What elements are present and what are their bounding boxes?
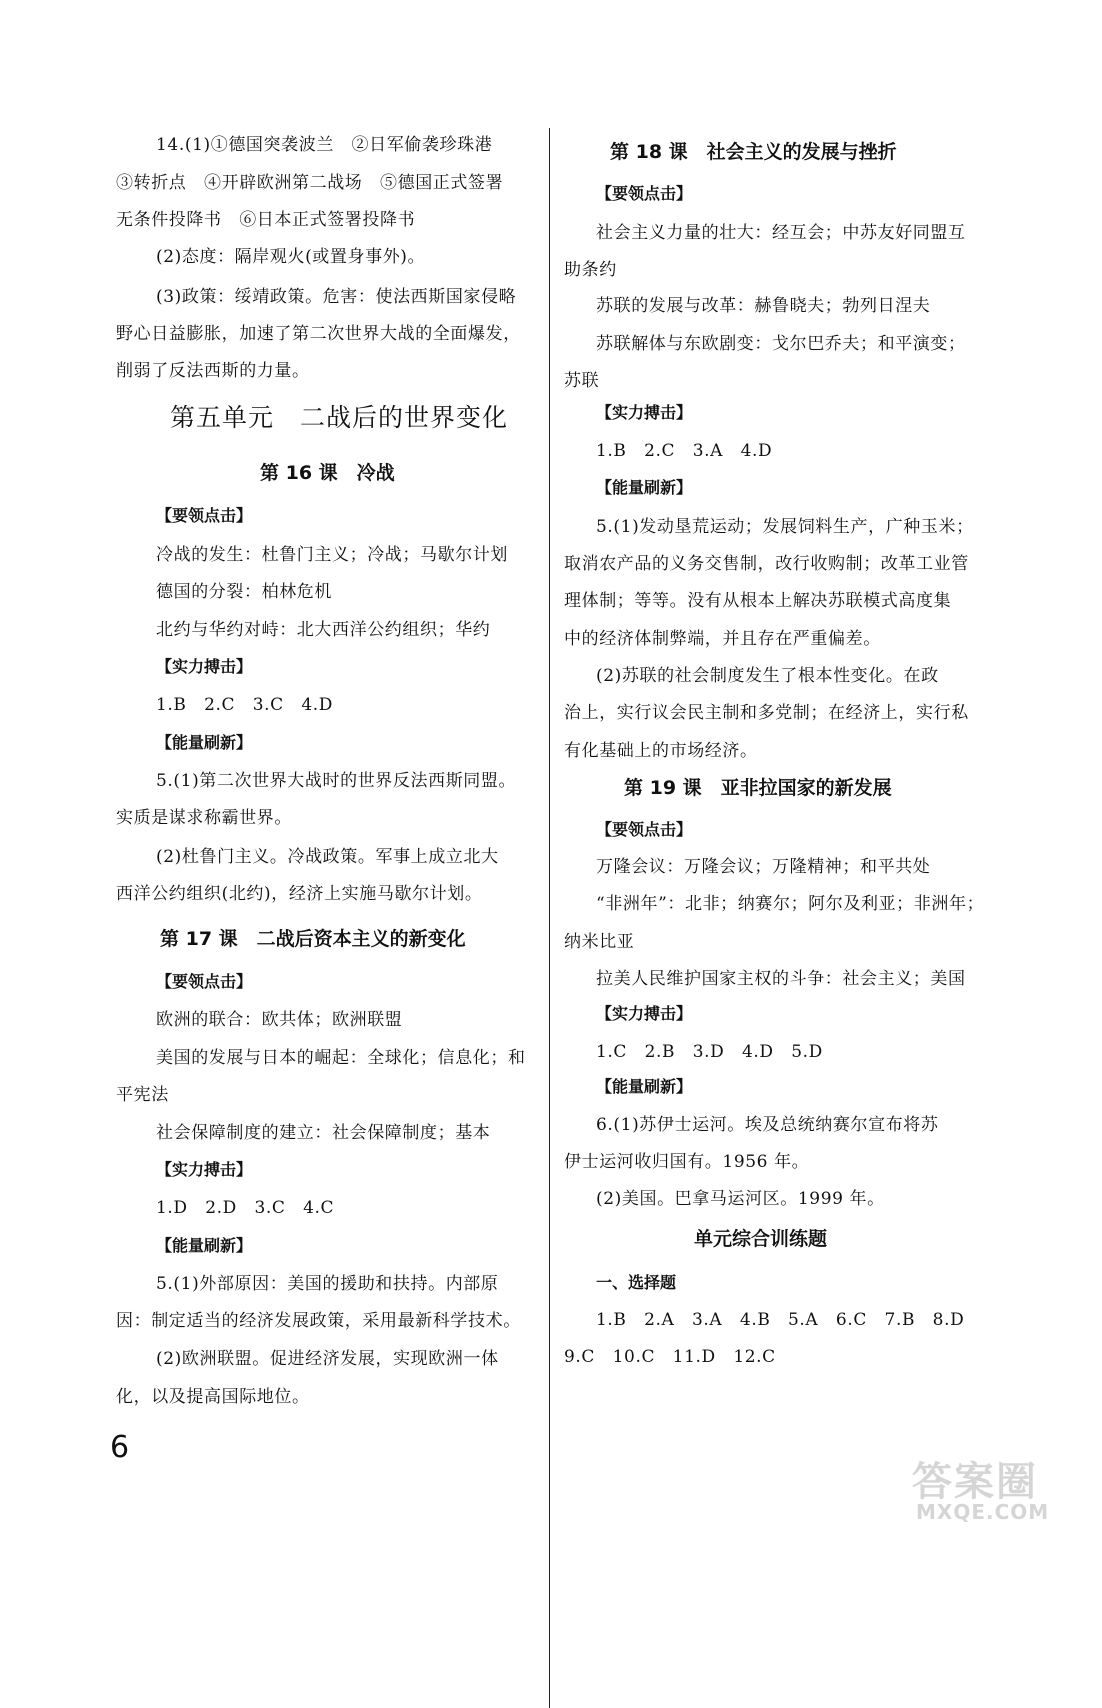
ability-line: (2)杜鲁门主义。冷战政策。军事上成立北大 bbox=[156, 847, 499, 867]
q14-line: 野心日益膨胀，加速了第二次世界大战的全面爆发， bbox=[116, 324, 521, 344]
key-points-tag: 【要领点击】 bbox=[156, 506, 253, 525]
ability-line: 化，以及提高国际地位。 bbox=[116, 1387, 310, 1407]
ability-line: (2)美国。巴拿马运河区。1999 年。 bbox=[596, 1189, 885, 1209]
lesson-18-title: 第 18 课 社会主义的发展与挫折 bbox=[610, 141, 897, 163]
q14-line: 14.(1)①德国突袭波兰 ②日军偷袭珍珠港 bbox=[156, 135, 493, 155]
q14-line: (2)态度：隔岸观火(或置身事外)。 bbox=[156, 247, 426, 267]
practice-tag: 【实力搏击】 bbox=[596, 403, 693, 422]
choice-answers: 1.B 2.A 3.A 4.B 5.A 6.C 7.B 8.D bbox=[596, 1310, 965, 1330]
column-divider bbox=[549, 128, 550, 708]
key-point: 平宪法 bbox=[116, 1085, 169, 1105]
column-divider-lower bbox=[549, 708, 550, 1708]
page-number: 6 bbox=[110, 1430, 130, 1465]
ability-line: 中的经济体制弊端，并且存在严重偏差。 bbox=[564, 629, 881, 649]
ability-tag: 【能量刷新】 bbox=[156, 1236, 253, 1255]
key-point: 拉美人民维护国家主权的斗争：社会主义；美国 bbox=[596, 969, 966, 989]
q14-line: ③转折点 ④开辟欧洲第二战场 ⑤德国正式签署 bbox=[116, 173, 504, 193]
key-point: 苏联 bbox=[564, 371, 600, 391]
ability-line: 5.(1)第二次世界大战时的世界反法西斯同盟。 bbox=[156, 771, 517, 791]
ability-line: 治上，实行议会民主制和多党制；在经济上，实行私 bbox=[564, 703, 969, 723]
ability-line: 因：制定适当的经济发展政策，采用最新科学技术。 bbox=[116, 1311, 521, 1331]
watermark-logo-text: 答案圈 bbox=[912, 1459, 1038, 1505]
practice-tag: 【实力搏击】 bbox=[596, 1004, 693, 1023]
key-point: 社会保障制度的建立：社会保障制度；基本 bbox=[156, 1123, 491, 1143]
ability-line: 5.(1)发动垦荒运动；发展饲料生产，广种玉米； bbox=[596, 517, 974, 537]
lesson-19-title: 第 19 课 亚非拉国家的新发展 bbox=[624, 777, 892, 799]
unit-title: 第五单元 二战后的世界变化 bbox=[170, 403, 509, 432]
ability-line: 有化基础上的市场经济。 bbox=[564, 741, 758, 761]
ability-tag: 【能量刷新】 bbox=[156, 733, 253, 752]
practice-answers: 1.D 2.D 3.C 4.C bbox=[156, 1198, 335, 1218]
ability-tag: 【能量刷新】 bbox=[596, 1077, 693, 1096]
unit-review-title: 单元综合训练题 bbox=[694, 1228, 828, 1250]
ability-line: 理体制；等等。没有从根本上解决苏联模式高度集 bbox=[564, 591, 952, 611]
key-point: 纳米比亚 bbox=[564, 932, 635, 952]
practice-answers: 1.B 2.C 3.A 4.D bbox=[596, 441, 773, 461]
choice-answers: 9.C 10.C 11.D 12.C bbox=[564, 1347, 776, 1367]
key-point: 德国的分裂：柏林危机 bbox=[156, 582, 332, 602]
lesson-17-title: 第 17 课 二战后资本主义的新变化 bbox=[160, 928, 466, 950]
ability-line: (2)欧洲联盟。促进经济发展，实现欧洲一体 bbox=[156, 1349, 499, 1369]
ability-line: 实质是谋求称霸世界。 bbox=[116, 808, 292, 828]
key-point: 苏联的发展与改革：赫鲁晓夫；勃列日涅夫 bbox=[596, 296, 931, 316]
q14-line: (3)政策：绥靖政策。危害：使法西斯国家侵略 bbox=[156, 287, 517, 307]
key-point: 美国的发展与日本的崛起：全球化；信息化；和 bbox=[156, 1048, 526, 1068]
key-point: 北约与华约对峙：北大西洋公约组织；华约 bbox=[156, 620, 491, 640]
key-point: 苏联解体与东欧剧变：戈尔巴乔夫；和平演变； bbox=[596, 334, 966, 354]
practice-answers: 1.B 2.C 3.C 4.D bbox=[156, 695, 334, 715]
key-point: 社会主义力量的壮大：经互会；中苏友好同盟互 bbox=[596, 223, 966, 243]
key-points-tag: 【要领点击】 bbox=[596, 820, 693, 839]
q14-line: 无条件投降书 ⑥日本正式签署投降书 bbox=[116, 210, 416, 230]
ability-line: 西洋公约组织(北约)，经济上实施马歇尔计划。 bbox=[116, 884, 483, 904]
choice-section-tag: 一、选择题 bbox=[596, 1273, 677, 1292]
watermark-url: MXQE.COM bbox=[916, 1500, 1050, 1524]
key-point: 冷战的发生：杜鲁门主义；冷战；马歇尔计划 bbox=[156, 545, 508, 565]
q14-line: 削弱了反法西斯的力量。 bbox=[116, 361, 310, 381]
practice-answers: 1.C 2.B 3.D 4.D 5.D bbox=[596, 1042, 823, 1062]
ability-line: 取消农产品的义务交售制，改行收购制；改革工业管 bbox=[564, 554, 969, 574]
practice-tag: 【实力搏击】 bbox=[156, 657, 253, 676]
key-point: “非洲年”：北非；纳赛尔；阿尔及利亚；非洲年； bbox=[596, 894, 985, 914]
ability-tag: 【能量刷新】 bbox=[596, 478, 693, 497]
practice-tag: 【实力搏击】 bbox=[156, 1160, 253, 1179]
watermark-logo bbox=[912, 1450, 1082, 1528]
ability-line: 5.(1)外部原因：美国的援助和扶持。内部原 bbox=[156, 1274, 499, 1294]
key-points-tag: 【要领点击】 bbox=[156, 972, 253, 991]
lesson-16-title: 第 16 课 冷战 bbox=[260, 462, 395, 484]
ability-line: 6.(1)苏伊士运河。埃及总统纳赛尔宣布将苏 bbox=[596, 1115, 939, 1135]
key-point: 万隆会议：万隆会议；万隆精神；和平共处 bbox=[596, 857, 931, 877]
ability-line: 伊士运河收归国有。1956 年。 bbox=[564, 1152, 810, 1172]
key-points-tag: 【要领点击】 bbox=[596, 184, 693, 203]
key-point: 欧洲的联合：欧共体；欧洲联盟 bbox=[156, 1010, 403, 1030]
key-point: 助条约 bbox=[564, 260, 617, 280]
ability-line: (2)苏联的社会制度发生了根本性变化。在政 bbox=[596, 666, 939, 686]
